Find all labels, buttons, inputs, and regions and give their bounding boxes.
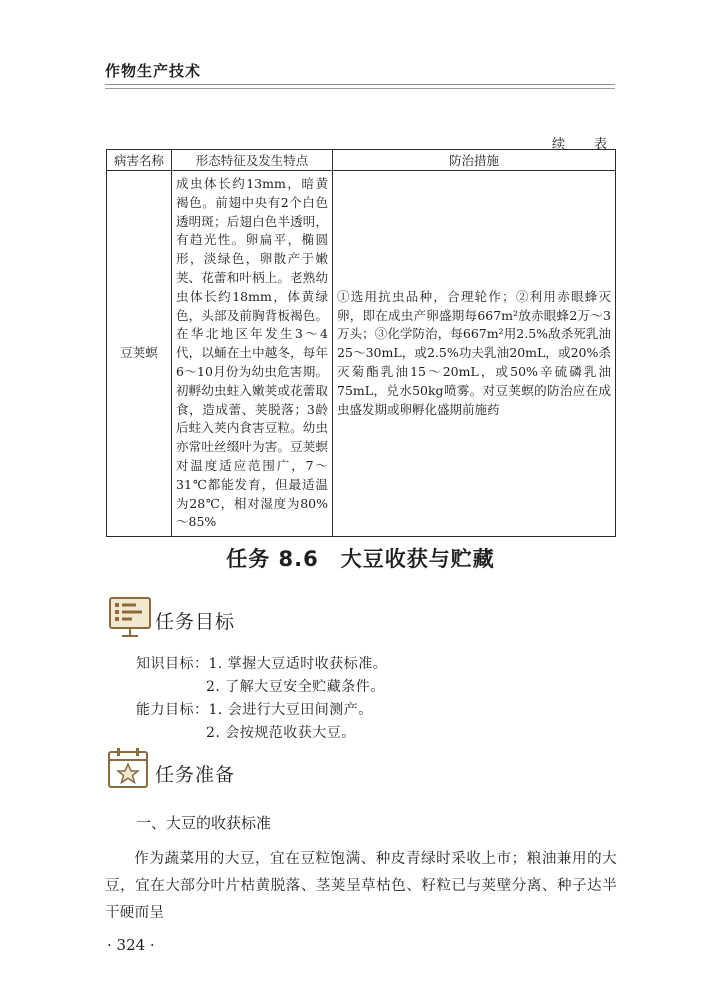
table-header-row [107,150,616,171]
paragraph-text: 作为蔬菜用的大豆，宜在豆粒饱满、种皮青绿时采收上市；粮油兼用的大豆，宜在大部分叶片枯黄脱落、茎荚呈草枯色、籽粒已与荚壁分离、种子达半干硬而呈 [105,851,617,921]
preparation-heading: 任务准备 [155,764,236,786]
pest-table [106,149,616,537]
goal-ability-1: 能力目标：1. 会进行大豆田间测产。 [136,702,373,718]
pest-control-cell: ①选用抗虫品种，合理轮作；②利用赤眼蜂灭卵，即在成虫产卵盛期每667m²放赤眼蜂2万～3万头；③化学防治，每667m²用2.5%敌杀死乳油25～30mL，或2.5%功夫乳油20mL，或20%杀灭菊酯乳油15～20mL，或50%辛硫磷乳油75mL，兑水50kg喷雾。对豆荚螟的防治应在成虫盛发期或卵孵化盛期前施药 [333,171,616,537]
goal-knowledge-2: 2. 了解大豆安全贮藏条件。 [206,679,385,695]
book-title: 作物生产技术 [105,62,202,80]
header-rule-thin [105,88,615,89]
pest-features-cell: 成虫体长约13mm，暗黄褐色。前翅中央有2个白色透明斑；后翅白色半透明，有趋光性。卵扁平，椭圆形，淡绿色，卵散产于嫩荚、花蕾和叶柄上。老熟幼虫体长约18mm，体黄绿色，头部及前胸背板褐色。在华北地区年发生3～4代，以蛹在土中越冬，每年6～10月份为幼虫危害期。初孵幼虫蛀入嫩荚或花蕾取食，造成蕾、荚脱落；3龄后蛀入荚内食害豆粒。幼虫亦常吐丝缀叶为害。豆荚螟对温度适应范围广，7～31℃都能发育，但最适温为28℃，相对湿度为80%～85% [172,171,333,537]
goal-ability-2: 2. 会按规范收获大豆。 [206,725,356,741]
harvest-standard-paragraph [105,846,617,927]
objectives-board-icon [108,596,152,638]
table-continued-label: 续 表 [551,137,615,152]
header-rule [105,84,615,85]
objectives-heading: 任务目标 [155,611,236,633]
task-title: 任务 8.6 大豆收获与贮藏 [226,547,495,571]
pest-name-cell: 豆荚螟 [107,171,172,537]
column-header-control: 防治措施 [333,150,616,171]
column-header-name: 病害名称 [107,150,172,171]
harvest-standard-subheading: 一、大豆的收获标准 [136,814,272,832]
calendar-star-icon [106,746,150,790]
page-number: · 324 · [107,936,155,954]
goal-knowledge-1: 知识目标：1. 掌握大豆适时收获标准。 [136,656,388,672]
table-row [107,171,616,537]
column-header-features: 形态特征及发生特点 [172,150,333,171]
